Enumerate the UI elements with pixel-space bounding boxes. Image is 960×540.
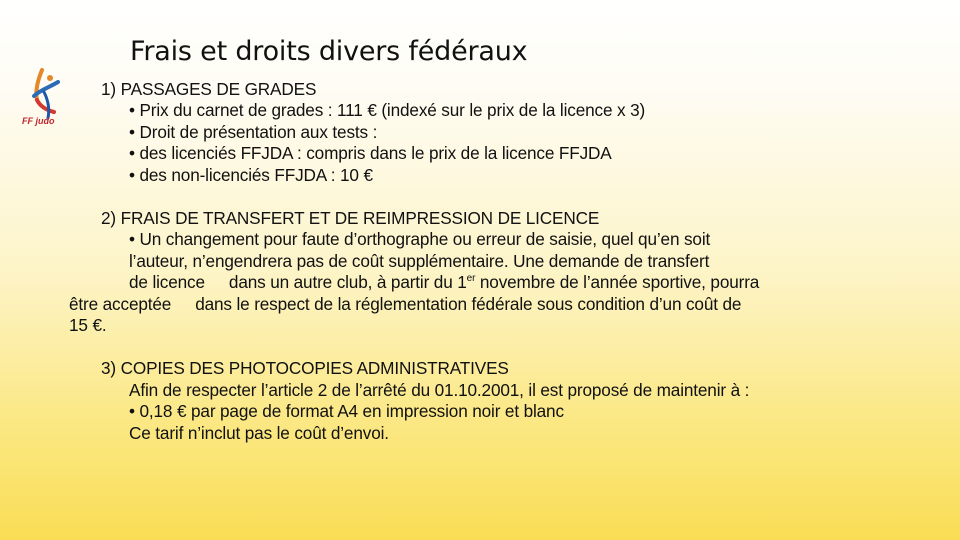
- paragraph-line: [69, 294, 921, 315]
- bullet-line: • Droit de présentation aux tests :: [129, 121, 378, 142]
- section-heading: 2) FRAIS DE TRANSFERT ET DE REIMPRESSION DE LICENCE: [101, 208, 600, 229]
- text-span: novembre de l’année sportive, pourra: [475, 272, 760, 293]
- paragraph-line: [101, 272, 921, 293]
- text-span: dans un autre club, à partir du 1: [228, 272, 467, 293]
- paragraph-line: Ce tarif n’inclut pas le coût d’envoi.: [129, 422, 389, 443]
- bullet-line: • des licenciés FFJDA : compris dans le prix de la licence FFJDA: [129, 143, 612, 164]
- section-passages-de-grades: [101, 79, 921, 186]
- text-span: dans le respect de la réglementation fédérale sous condition d’un coût de: [195, 293, 742, 314]
- section-heading: 1) PASSAGES DE GRADES: [101, 79, 317, 99]
- bullet-line: • des non-licenciés FFJDA : 10 €: [129, 164, 373, 185]
- logo-text: FF judo: [22, 116, 55, 126]
- paragraph-line: Afin de respecter l’article 2 de l’arrêté du 01.10.2001, il est proposé de maintenir à :: [129, 379, 750, 400]
- slide-body: [69, 79, 921, 444]
- section-copies-photocopies: [101, 358, 921, 444]
- slide-title: Frais et droits divers fédéraux: [130, 36, 528, 67]
- bullet-line: • 0,18 € par page de format A4 en impression noir et blanc: [129, 401, 564, 422]
- bullet-line: • Prix du carnet de grades : 111 € (indexé sur le prix de la licence x 3): [129, 100, 646, 121]
- text-span: être acceptée: [69, 293, 172, 314]
- paragraph-line: • Un changement pour faute d’orthographe ou erreur de saisie, quel qu’en soit: [129, 229, 711, 250]
- superscript: er: [466, 273, 476, 285]
- paragraph-line: l’auteur, n’engendrera pas de coût supplémentaire. Une demande de transfert: [129, 250, 710, 271]
- judoka-figure-icon: [20, 66, 76, 122]
- section-frais-de-transfert: [69, 208, 921, 336]
- text-span: de licence: [129, 272, 205, 293]
- section-heading: 3) COPIES DES PHOTOCOPIES ADMINISTRATIVES: [101, 358, 509, 379]
- paragraph-line: 15 €.: [69, 315, 107, 336]
